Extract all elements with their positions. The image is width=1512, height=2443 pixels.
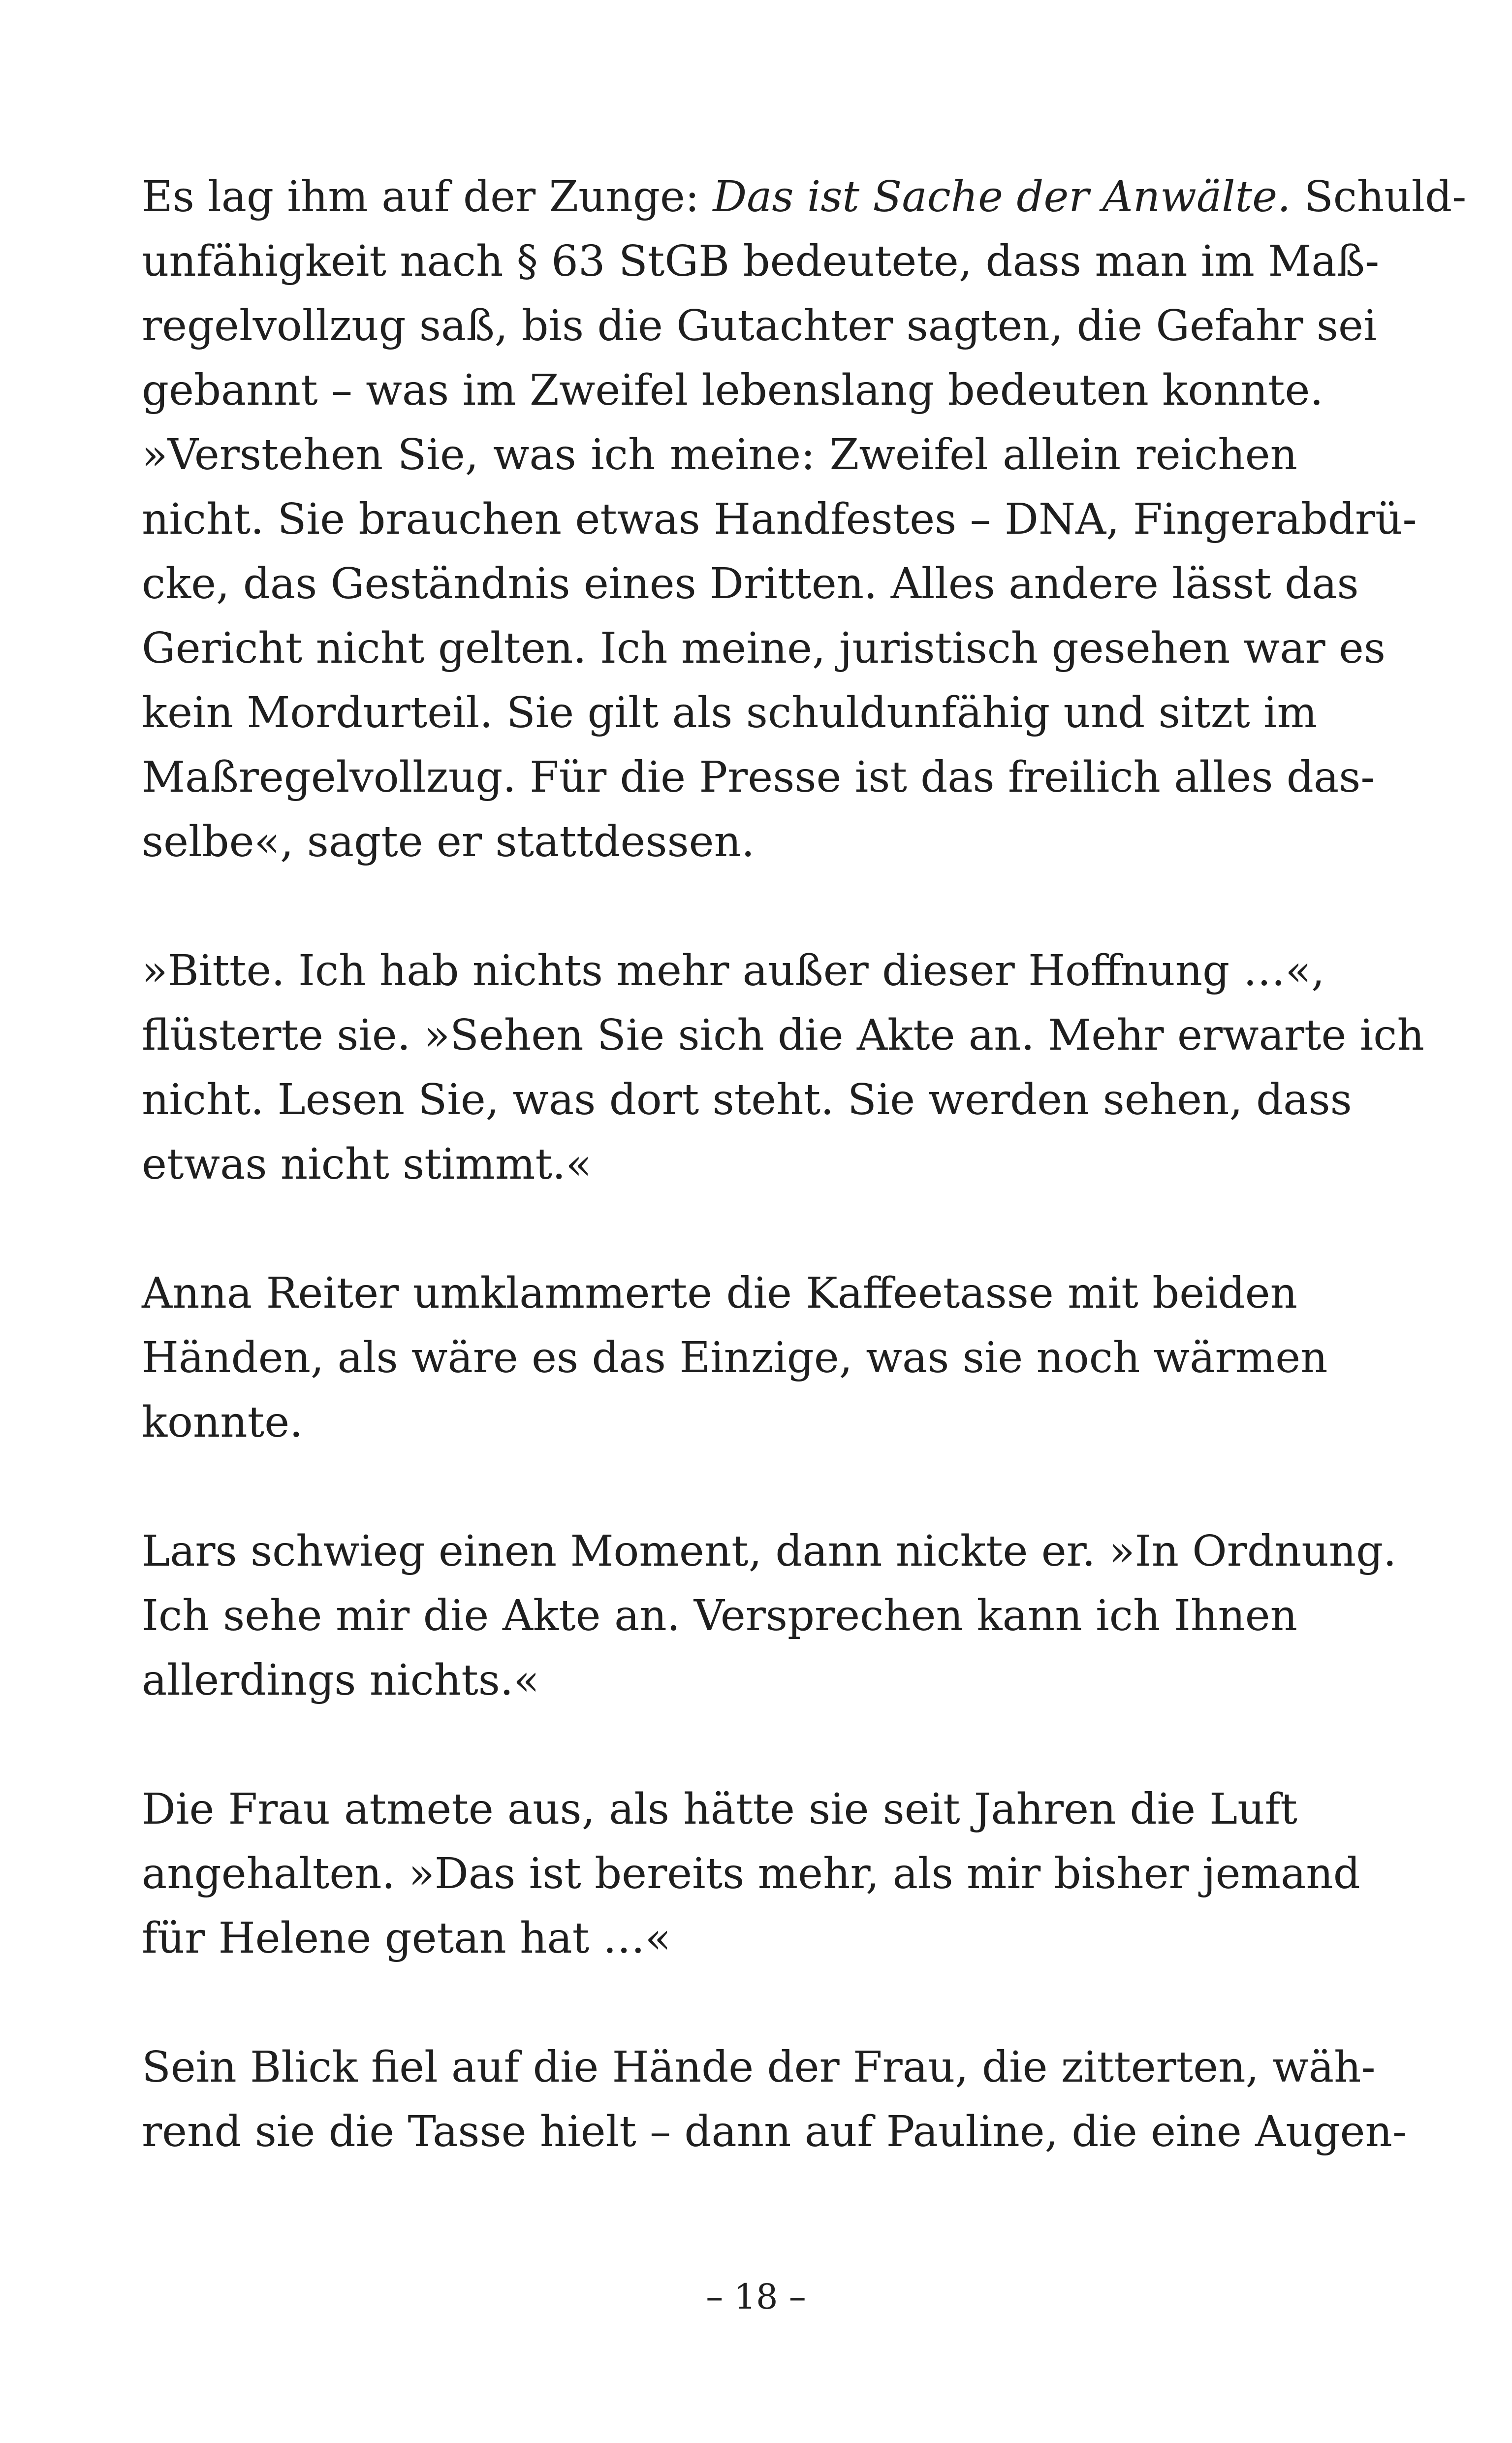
text-segment: »Verstehen Sie, was ich meine: Zweifel allein reichen xyxy=(142,430,1297,480)
text-line xyxy=(142,1390,1297,1455)
text-segment: allerdings nichts.« xyxy=(142,1656,539,1705)
paragraph xyxy=(142,1261,1328,1455)
text-line xyxy=(142,939,1325,1003)
text-segment: Lars schwieg einen Moment, dann nickte er. »In Ordnung. xyxy=(142,1527,1397,1576)
paragraph-gap xyxy=(142,1971,1297,2035)
text-line xyxy=(142,1584,1297,1648)
text-segment: rend sie die Tasse hielt – dann auf Pauline, die eine Augen- xyxy=(142,2107,1407,2156)
text-line xyxy=(142,552,1359,616)
text-segment: Es lag ihm auf der Zunge: xyxy=(142,172,713,222)
text-line xyxy=(142,165,1467,229)
page-number: – 18 – xyxy=(706,2277,806,2317)
text-line xyxy=(142,487,1417,552)
text-segment: angehalten. »Das ist bereits mehr, als mir bisher jemand xyxy=(142,1849,1360,1898)
body-text xyxy=(142,165,1467,2164)
text-line xyxy=(142,2100,1407,2164)
text-line xyxy=(142,681,1318,745)
text-segment: selbe«, sagte er stattdessen. xyxy=(142,817,755,867)
text-segment: Gericht nicht gelten. Ich meine, juristisch gesehen war es xyxy=(142,624,1386,673)
text-segment: unfähigkeit nach § 63 StGB bedeutete, dass man im Maß- xyxy=(142,237,1380,286)
text-line xyxy=(142,294,1377,358)
text-segment: nicht. Sie brauchen etwas Handfestes – DNA, Fingerabdrü- xyxy=(142,495,1417,544)
text-line xyxy=(142,358,1323,423)
text-segment: »Bitte. Ich hab nichts mehr außer dieser Hoffnung …«, xyxy=(142,946,1325,996)
paragraph xyxy=(142,1777,1360,1971)
text-line xyxy=(142,616,1386,681)
text-line xyxy=(142,2035,1376,2100)
text-segment: Sein Blick fiel auf die Hände der Frau, die zitterten, wäh- xyxy=(142,2043,1376,2092)
text-segment: cke, das Geständnis eines Dritten. Alles andere lässt das xyxy=(142,559,1359,609)
text-segment: für Helene getan hat …« xyxy=(142,1914,671,1963)
text-segment: kein Mordurteil. Sie gilt als schuldunfähig und sitzt im xyxy=(142,688,1318,738)
text-line xyxy=(142,1132,1297,1197)
text-line xyxy=(142,229,1380,294)
text-segment: flüsterte sie. »Sehen Sie sich die Akte an. Mehr erwarte ich xyxy=(142,1011,1424,1060)
text-line xyxy=(142,745,1375,810)
text-line xyxy=(142,1003,1424,1068)
text-line xyxy=(142,1519,1397,1584)
text-segment: konnte. xyxy=(142,1398,303,1447)
text-line xyxy=(142,1326,1328,1390)
paragraph-gap xyxy=(142,1455,1297,1519)
text-segment: gebannt – was im Zweifel lebenslang bedeuten konnte. xyxy=(142,366,1323,415)
text-line xyxy=(142,1906,1297,1971)
text-segment: Händen, als wäre es das Einzige, was sie noch wärmen xyxy=(142,1333,1328,1382)
text-segment: Anna Reiter umklammerte die Kaffeetasse mit beiden xyxy=(142,1269,1297,1318)
paragraph-gap xyxy=(142,874,1297,939)
text-line xyxy=(142,423,1297,487)
text-segment: Maßregelvollzug. Für die Presse ist das freilich alles das- xyxy=(142,753,1375,802)
text-segment: Die Frau atmete aus, als hätte sie seit Jahren die Luft xyxy=(142,1785,1297,1834)
paragraph xyxy=(142,165,1467,423)
paragraph-gap xyxy=(142,1713,1297,1777)
text-segment: Schuld- xyxy=(1291,172,1467,222)
paragraph xyxy=(142,2035,1407,2164)
text-line xyxy=(142,1648,1297,1713)
text-line xyxy=(142,810,1297,874)
text-segment: etwas nicht stimmt.« xyxy=(142,1140,592,1189)
paragraph xyxy=(142,1519,1397,1713)
paragraph xyxy=(142,939,1424,1197)
paragraph xyxy=(142,423,1417,874)
text-segment: regelvollzug saß, bis die Gutachter sagten, die Gefahr sei xyxy=(142,301,1377,351)
paragraph-gap xyxy=(142,1197,1297,1261)
text-line xyxy=(142,1261,1297,1326)
text-line xyxy=(142,1068,1352,1132)
italic-text: Das ist Sache der Anwälte. xyxy=(713,172,1291,222)
text-line xyxy=(142,1777,1297,1842)
text-line xyxy=(142,1842,1360,1906)
text-segment: nicht. Lesen Sie, was dort steht. Sie werden sehen, dass xyxy=(142,1075,1352,1125)
text-segment: Ich sehe mir die Akte an. Versprechen kann ich Ihnen xyxy=(142,1591,1297,1640)
